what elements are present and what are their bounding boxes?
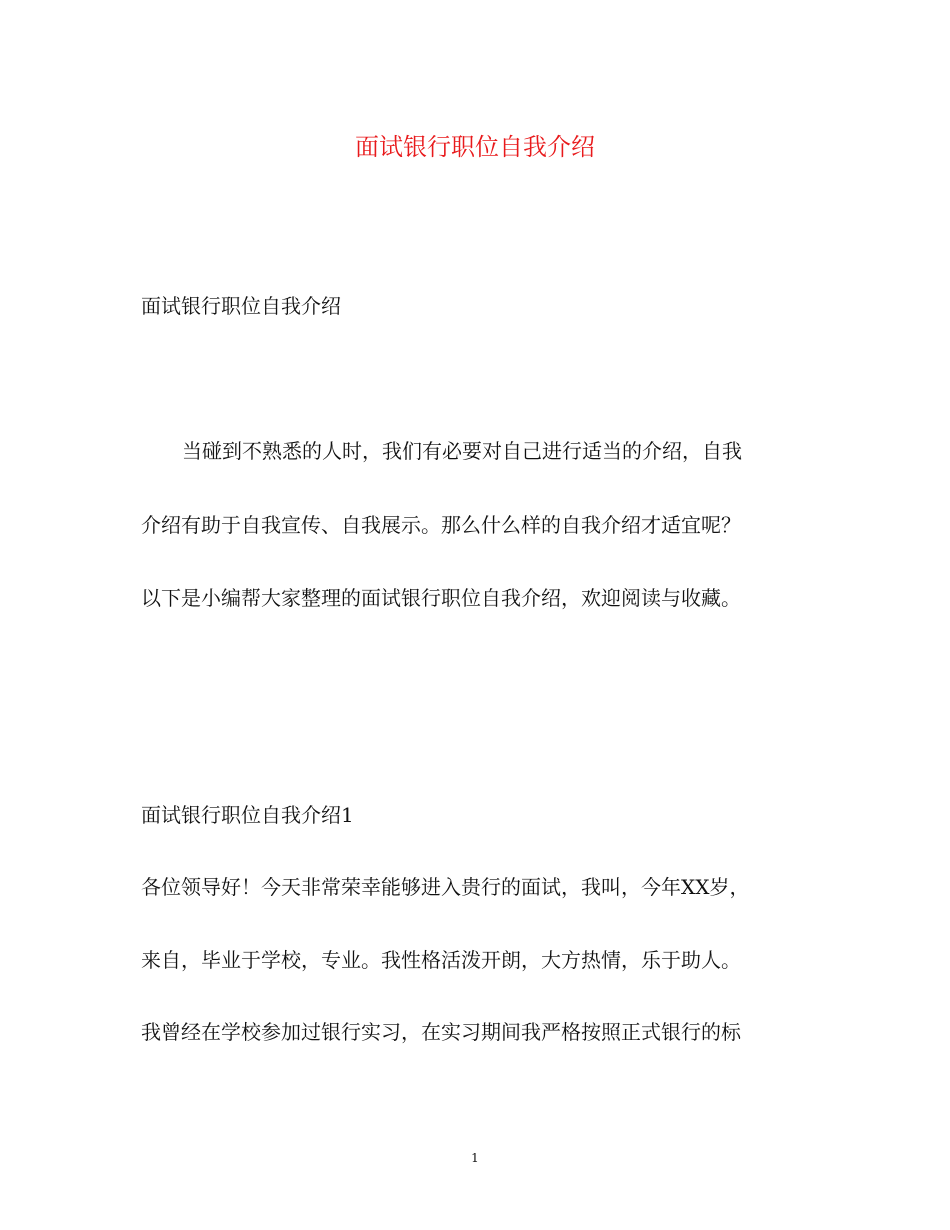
paragraph-line: 我曾经在学校参加过银行实习，在实习期间我严格按照正式银行的标 — [141, 1020, 741, 1044]
document-title: 面试银行职位自我介绍 — [355, 133, 595, 161]
paragraph-line: 当碰到不熟悉的人时，我们有必要对自己进行适当的介绍，自我 — [182, 439, 742, 463]
paragraph-line: 来自，毕业于学校，专业。我性格活泼开朗，大方热情，乐于助人。 — [141, 948, 741, 972]
paragraph-line: 以下是小编帮大家整理的面试银行职位自我介绍，欢迎阅读与收藏。 — [141, 586, 741, 610]
paragraph-line: 各位领导好！今天非常荣幸能够进入贵行的面试，我叫，今年XX岁， — [141, 875, 750, 899]
section-heading: 面试银行职位自我介绍1 — [141, 803, 354, 827]
document-subtitle: 面试银行职位自我介绍 — [141, 294, 341, 318]
page-number: 1 — [471, 1151, 479, 1165]
paragraph-line: 介绍有助于自我宣传、自我展示。那么什么样的自我介绍才适宜呢？ — [141, 513, 741, 537]
